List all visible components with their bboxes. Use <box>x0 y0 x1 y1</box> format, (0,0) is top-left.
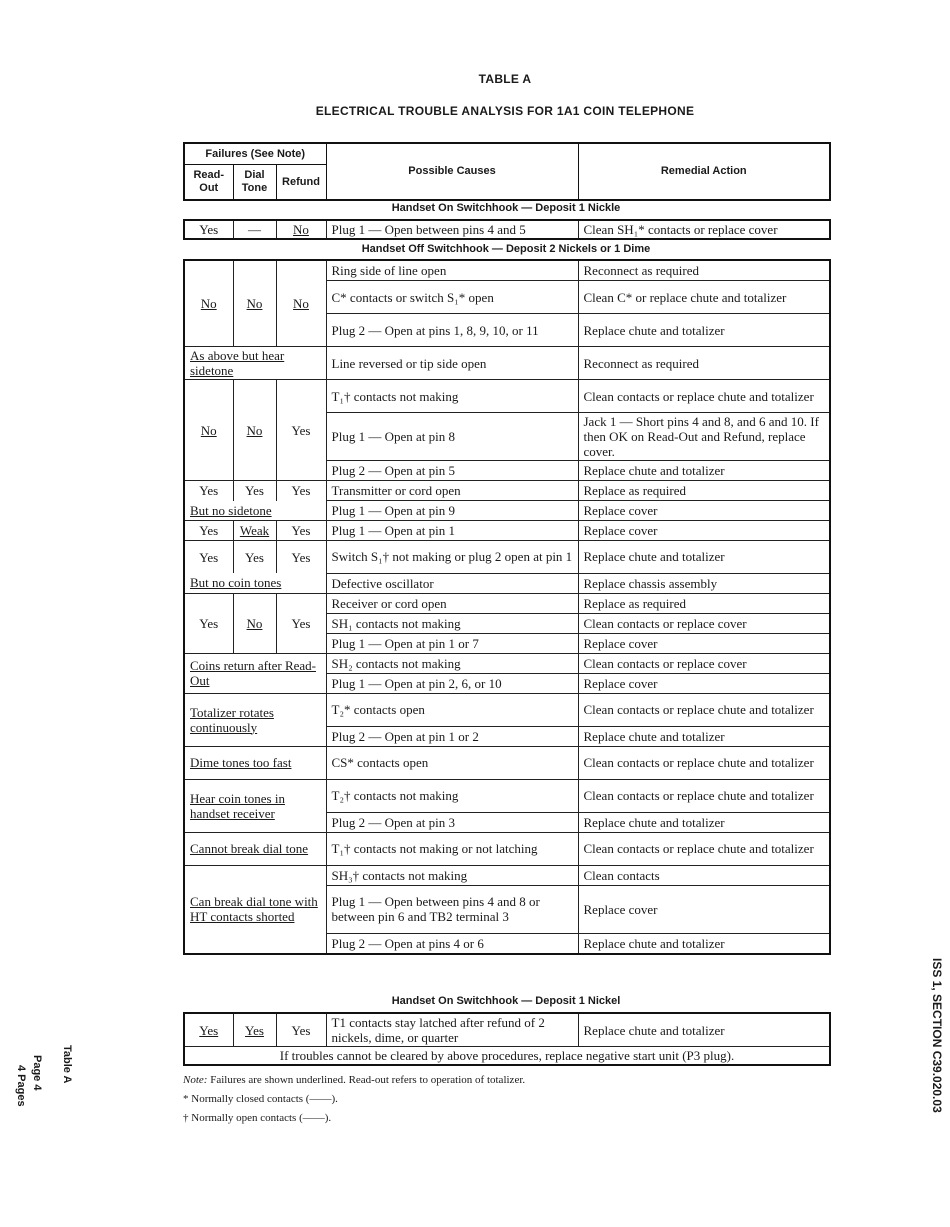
section-label-3: Handset On Switchhook — Deposit 1 Nickel <box>391 995 621 1007</box>
cause-cell: Line reversed or tip side open <box>326 347 578 380</box>
action-cell: Clean contacts or replace chute and totalizer <box>578 779 830 812</box>
section-label-2: Handset Off Switchhook — Deposit 2 Nickels or 1 Dime <box>361 243 651 255</box>
action-cell: Clean contacts or replace cover <box>578 613 830 633</box>
action-cell: Replace cover <box>578 885 830 933</box>
action-cell: Clean SH₁* contacts or replace cover <box>578 220 830 239</box>
cause-cell: Plug 1 — Open at pin 1 or 7 <box>326 633 578 653</box>
action-cell: Replace chute and totalizer <box>578 314 830 347</box>
cause-cell: SH₂ contacts not making <box>326 653 578 673</box>
cause-cell: SH₁ contacts not making <box>326 613 578 633</box>
span-label-cell: Dime tones too fast <box>184 746 326 779</box>
cause-cell: T₁† contacts not making or not latching <box>326 832 578 865</box>
left-margin-page: Page 4 <box>31 1055 43 1091</box>
action-cell: Replace chute and totalizer <box>578 726 830 746</box>
dagger-note: † Normally open contacts (——). <box>183 1112 332 1124</box>
action-cell: Replace cover <box>578 673 830 693</box>
action-cell: Jack 1 — Short pins 4 and 8, and 6 and 10. If then OK on Read-Out and Refund, replace cover. <box>578 413 830 461</box>
span-label-cell: Totalizer rotates continuously <box>184 693 326 746</box>
causes-header: Possible Causes <box>326 143 578 200</box>
cause-cell: Plug 2 — Open at pins 4 or 6 <box>326 933 578 954</box>
note-line <box>183 1074 525 1086</box>
dialtone-header: Dial Tone <box>233 165 276 201</box>
action-cell: Replace cover <box>578 633 830 653</box>
cause-cell: CS* contacts open <box>326 746 578 779</box>
action-cell: Replace chute and totalizer <box>578 933 830 954</box>
cause-cell: Transmitter or cord open <box>326 481 578 501</box>
readout-cell: Yes <box>184 593 233 653</box>
action-cell: Clean contacts or replace cover <box>578 653 830 673</box>
cause-cell: Ring side of line open <box>326 260 578 281</box>
cause-cell: Plug 1 — Open at pin 1 <box>326 521 578 541</box>
cause-cell: T1 contacts stay latched after refund of 2 nickels, dime, or quarter <box>326 1013 578 1047</box>
action-cell: Reconnect as required <box>578 260 830 281</box>
left-margin-pages: 4 Pages <box>15 1065 27 1107</box>
section1-table <box>183 219 831 240</box>
action-cell: Replace cover <box>578 521 830 541</box>
cause-cell: Plug 1 — Open between pins 4 and 8 or between pin 6 and TB2 terminal 3 <box>326 885 578 933</box>
span-label-cell: Coins return after Read-Out <box>184 653 326 693</box>
cause-cell: Plug 1 — Open between pins 4 and 5 <box>326 220 578 239</box>
refund-cell: Yes <box>276 1013 326 1047</box>
cause-cell: SH₃† contacts not making <box>326 865 578 885</box>
refund-cell: No <box>276 260 326 347</box>
action-cell: Reconnect as required <box>578 347 830 380</box>
star-note: * Normally closed contacts (——). <box>183 1093 338 1105</box>
cause-cell: Switch S₁† not making or plug 2 open at pin 1 <box>326 541 578 574</box>
dialtone-cell: Yes <box>233 481 276 501</box>
dialtone-cell: Yes <box>233 541 276 574</box>
readout-cell: Yes <box>184 481 233 501</box>
section-label-1: Handset On Switchhook — Deposit 1 Nickle <box>391 202 621 214</box>
action-cell: Replace chute and totalizer <box>578 541 830 574</box>
action-cell: Clean contacts <box>578 865 830 885</box>
action-cell: Replace chute and totalizer <box>578 461 830 481</box>
right-margin-label: ISS 1, SECTION C39.020.03 <box>930 958 944 1113</box>
refund-cell: Yes <box>276 541 326 574</box>
cause-cell: Plug 2 — Open at pins 1, 8, 9, 10, or 11 <box>326 314 578 347</box>
cause-cell: T₂* contacts open <box>326 693 578 726</box>
footer-note-cell: If troubles cannot be cleared by above procedures, replace negative start unit (P3 plug). <box>184 1047 830 1066</box>
header-table <box>183 142 831 201</box>
cause-cell: Defective oscillator <box>326 573 578 593</box>
failures-header: Failures (See Note) <box>184 143 326 165</box>
refund-cell: Yes <box>276 593 326 653</box>
action-cell: Replace cover <box>578 501 830 521</box>
action-cell: Clean contacts or replace chute and totalizer <box>578 746 830 779</box>
left-margin-table: Table A <box>61 1045 73 1084</box>
action-cell: Clean contacts or replace chute and totalizer <box>578 832 830 865</box>
readout-cell: Yes <box>184 220 233 239</box>
span-label-cell: Cannot break dial tone <box>184 832 326 865</box>
refund-header: Refund <box>276 165 326 201</box>
readout-header: Read-Out <box>184 165 233 201</box>
note-label: Note: <box>183 1074 208 1086</box>
cause-cell: Plug 1 — Open at pin 9 <box>326 501 578 521</box>
readout-cell: Yes <box>184 541 233 574</box>
table-subtitle: ELECTRICAL TROUBLE ANALYSIS FOR 1A1 COIN TELEPHONE <box>315 104 695 118</box>
cause-cell: Plug 1 — Open at pin 8 <box>326 413 578 461</box>
table-title: TABLE A <box>478 72 532 86</box>
cause-cell: C* contacts or switch S₁* open <box>326 281 578 314</box>
refund-cell: Yes <box>276 521 326 541</box>
action-cell: Clean C* or replace chute and totalizer <box>578 281 830 314</box>
cause-cell: T₂† contacts not making <box>326 779 578 812</box>
sub-label-cell: But no coin tones <box>184 573 326 593</box>
readout-cell: No <box>184 380 233 481</box>
action-cell: Replace as required <box>578 593 830 613</box>
main-trouble-table <box>183 259 831 955</box>
action-cell: Clean contacts or replace chute and totalizer <box>578 380 830 413</box>
note-text: Failures are shown underlined. Read-out refers to operation of totalizer. <box>210 1074 526 1086</box>
dialtone-cell: No <box>233 260 276 347</box>
readout-cell: Yes <box>184 1013 233 1047</box>
action-header: Remedial Action <box>578 143 830 200</box>
readout-cell: No <box>184 260 233 347</box>
dialtone-cell: Weak <box>233 521 276 541</box>
cause-cell: Plug 2 — Open at pin 1 or 2 <box>326 726 578 746</box>
dialtone-cell: No <box>233 593 276 653</box>
dialtone-cell: Yes <box>233 1013 276 1047</box>
action-cell: Clean contacts or replace chute and totalizer <box>578 693 830 726</box>
action-cell: Replace chute and totalizer <box>578 812 830 832</box>
refund-cell: Yes <box>276 481 326 501</box>
refund-cell: No <box>276 220 326 239</box>
dialtone-cell: No <box>233 380 276 481</box>
cause-cell: Receiver or cord open <box>326 593 578 613</box>
readout-cell: Yes <box>184 521 233 541</box>
cause-cell: T₁† contacts not making <box>326 380 578 413</box>
span-label-cell: As above but hear sidetone <box>184 347 326 380</box>
dialtone-cell: — <box>233 220 276 239</box>
sub-label-cell: But no sidetone <box>184 501 326 521</box>
span-label-cell: Hear coin tones in handset receiver <box>184 779 326 832</box>
cause-cell: Plug 2 — Open at pin 3 <box>326 812 578 832</box>
action-cell: Replace chassis assembly <box>578 573 830 593</box>
action-cell: Replace as required <box>578 481 830 501</box>
span-label-cell: Can break dial tone with HT contacts shorted <box>184 865 326 954</box>
section3-table <box>183 1012 831 1066</box>
refund-cell: Yes <box>276 380 326 481</box>
cause-cell: Plug 1 — Open at pin 2, 6, or 10 <box>326 673 578 693</box>
cause-cell: Plug 2 — Open at pin 5 <box>326 461 578 481</box>
action-cell: Replace chute and totalizer <box>578 1013 830 1047</box>
